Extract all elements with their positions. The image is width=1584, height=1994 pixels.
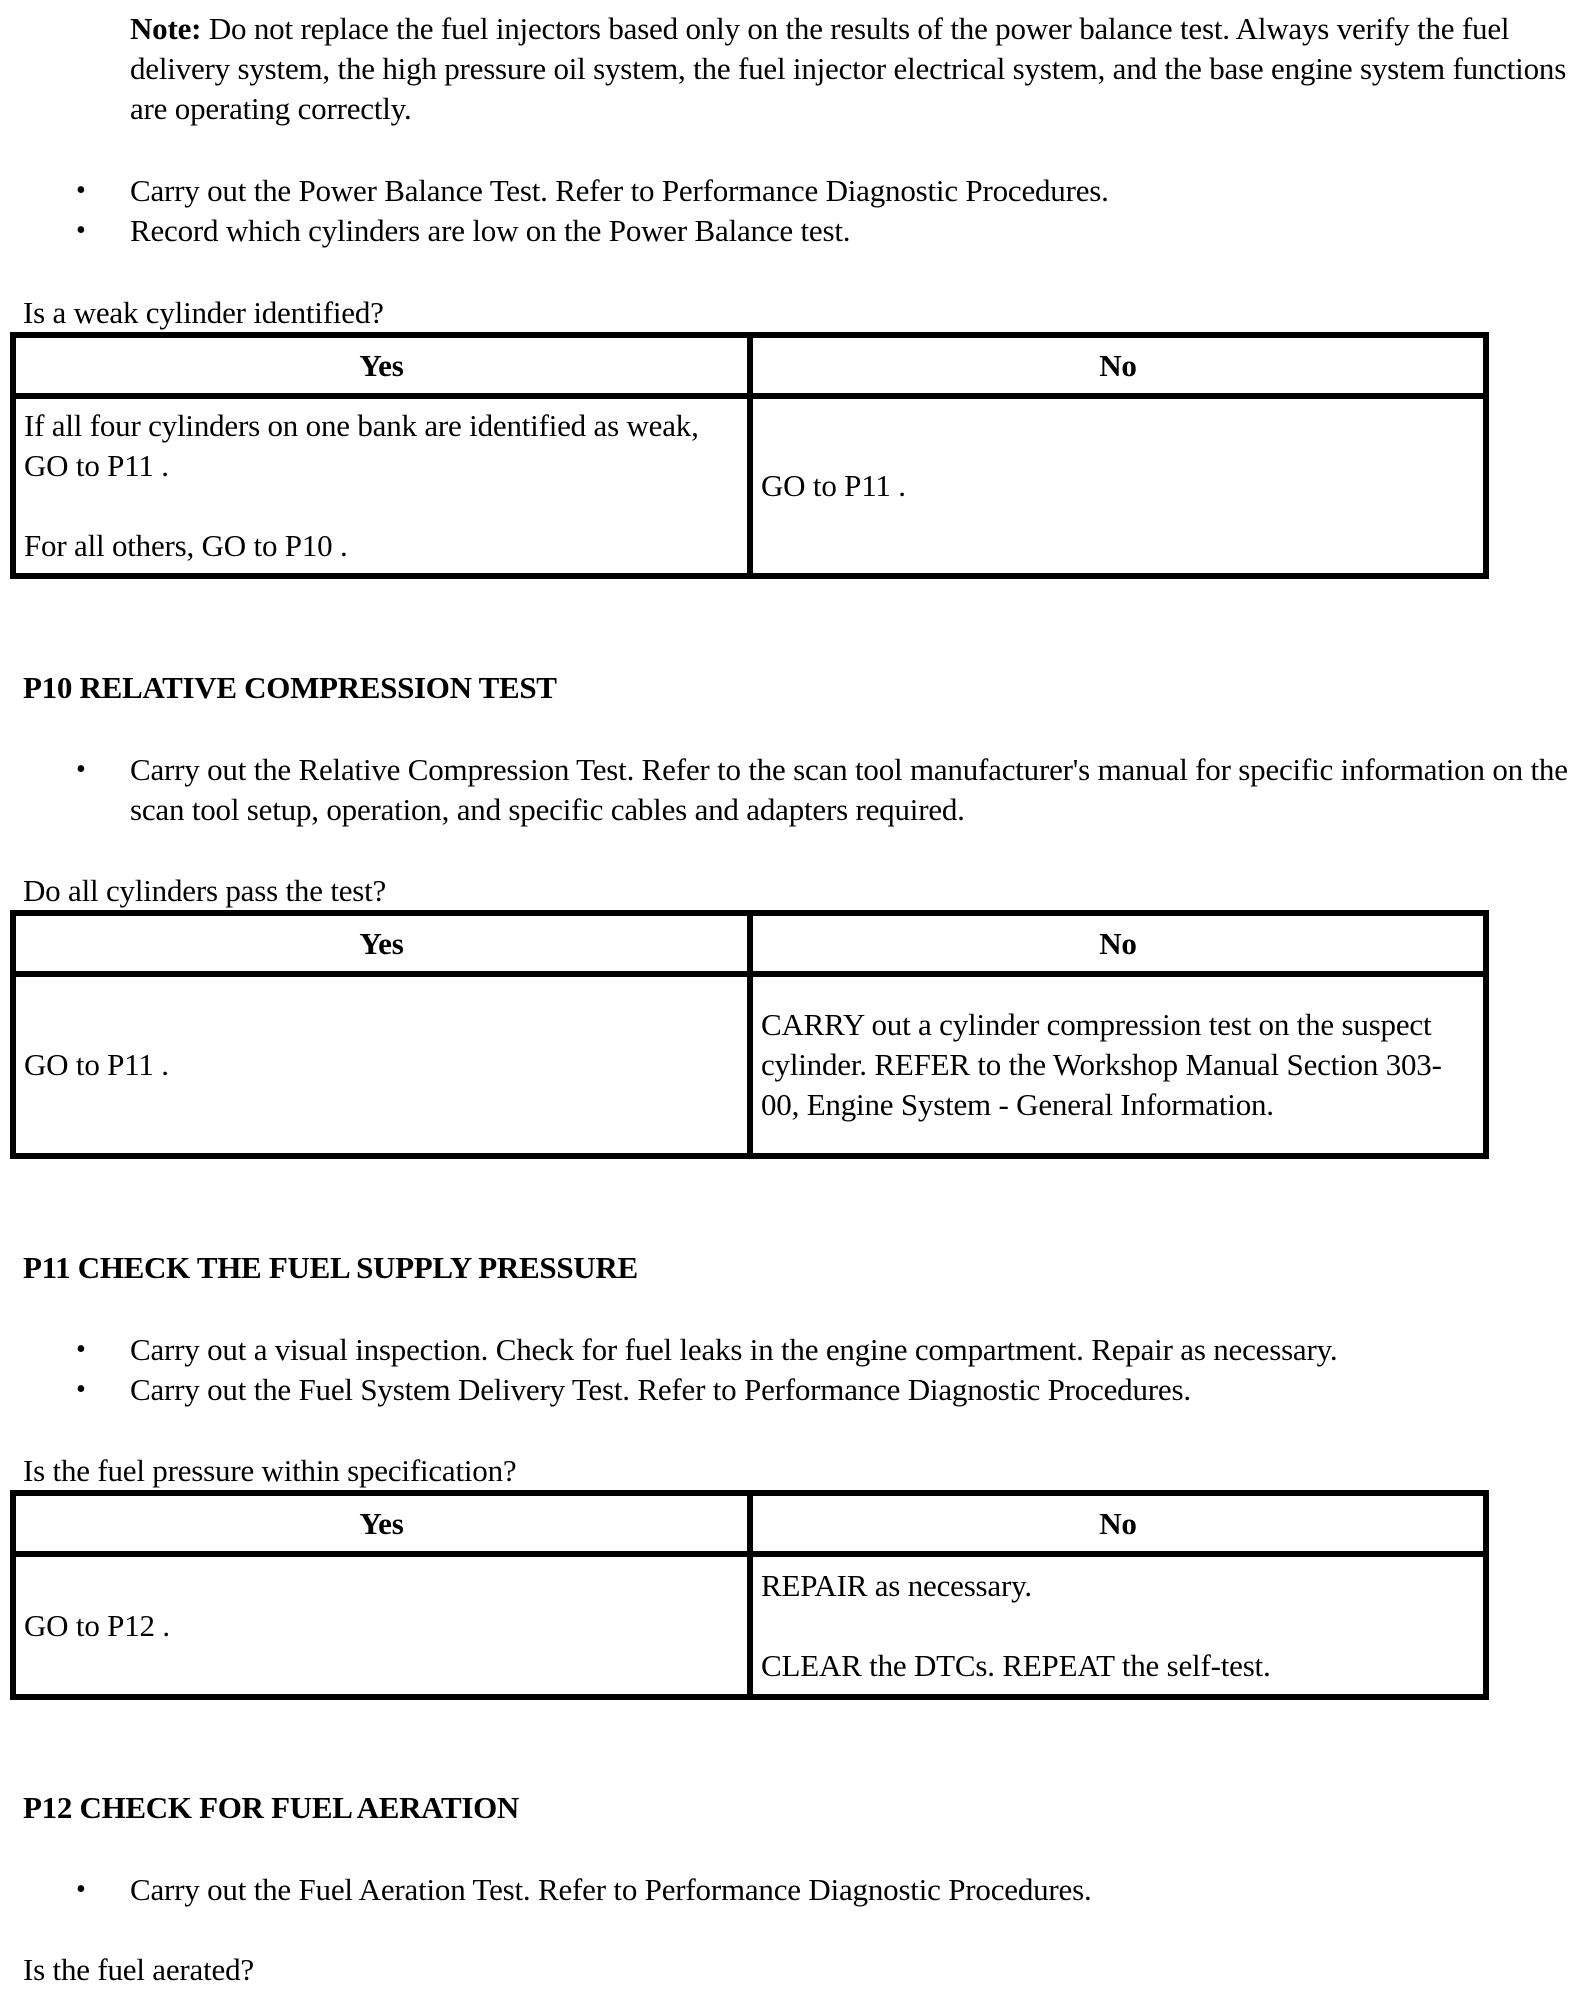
yes-header: Yes	[13, 335, 750, 396]
p11-heading: P11 CHECK THE FUEL SUPPLY PRESSURE	[23, 1250, 638, 1285]
intro-bullet-list	[0, 171, 1570, 251]
yes-cell-text: GO to P11 .	[24, 1047, 169, 1082]
yes-cell	[13, 974, 750, 1156]
no-cell	[750, 974, 1486, 1156]
note-label: Note:	[130, 11, 202, 46]
no-cell-text: CLEAR the DTCs. REPEAT the self-test.	[761, 1647, 1271, 1683]
p11-bullet-list	[0, 1330, 1570, 1410]
no-cell	[750, 1554, 1486, 1697]
p11-question: Is the fuel pressure within specification?	[23, 1453, 517, 1488]
list-item: • Carry out a visual inspection. Check for fuel leaks in the engine compartment. Repair as necessary.	[0, 1330, 1570, 1370]
note-paragraph	[130, 9, 1570, 129]
no-cell-text: REPAIR as necessary.	[761, 1567, 1032, 1603]
p10-decision-table	[10, 910, 1489, 1159]
p12-heading: P12 CHECK FOR FUEL AERATION	[23, 1790, 519, 1825]
yes-cell-text: For all others, GO to P10 .	[24, 528, 348, 563]
no-cell-text: GO to P11 .	[761, 468, 906, 503]
yes-header: Yes	[13, 1493, 750, 1554]
yes-cell	[13, 396, 750, 576]
yes-header: Yes	[13, 913, 750, 974]
yes-cell-text: If all four cylinders on one bank are identified as weak, GO to P11 .	[24, 408, 699, 483]
p11-decision-table	[10, 1490, 1489, 1700]
no-header: No	[750, 913, 1486, 974]
list-item: • Record which cylinders are low on the Power Balance test.	[0, 211, 1570, 251]
q1-decision-table	[10, 332, 1489, 579]
note-text: Do not replace the fuel injectors based only on the results of the power balance test. Always verify the fuel delivery system, the high pressure oil system, the fuel injector electrical system, and the base engine system functions are operating correctly.	[130, 11, 1567, 126]
list-item: • Carry out the Fuel System Delivery Test. Refer to Performance Diagnostic Procedures.	[0, 1370, 1570, 1410]
no-cell-text: CARRY out a cylinder compression test on the suspect cylinder. REFER to the Workshop Manual Section 303-00, Engine System - General Information.	[761, 1007, 1442, 1122]
p12-question: Is the fuel aerated?	[23, 1952, 254, 1987]
no-header: No	[750, 1493, 1486, 1554]
p10-heading: P10 RELATIVE COMPRESSION TEST	[23, 670, 557, 705]
no-header: No	[750, 335, 1486, 396]
p10-question: Do all cylinders pass the test?	[23, 873, 387, 908]
q1-question: Is a weak cylinder identified?	[23, 295, 384, 330]
p12-bullet-list	[0, 1870, 1570, 1910]
list-item: • Carry out the Power Balance Test. Refer to Performance Diagnostic Procedures.	[0, 171, 1570, 211]
yes-cell-text: GO to P12 .	[24, 1607, 170, 1643]
p10-bullet-list	[0, 750, 1570, 830]
list-item: • Carry out the Relative Compression Test. Refer to the scan tool manufacturer's manual for specific information on the scan tool setup, operation, and specific cables and adapters required.	[0, 750, 1570, 830]
no-cell	[750, 396, 1486, 576]
list-item: • Carry out the Fuel Aeration Test. Refer to Performance Diagnostic Procedures.	[0, 1870, 1570, 1910]
yes-cell	[13, 1554, 750, 1697]
